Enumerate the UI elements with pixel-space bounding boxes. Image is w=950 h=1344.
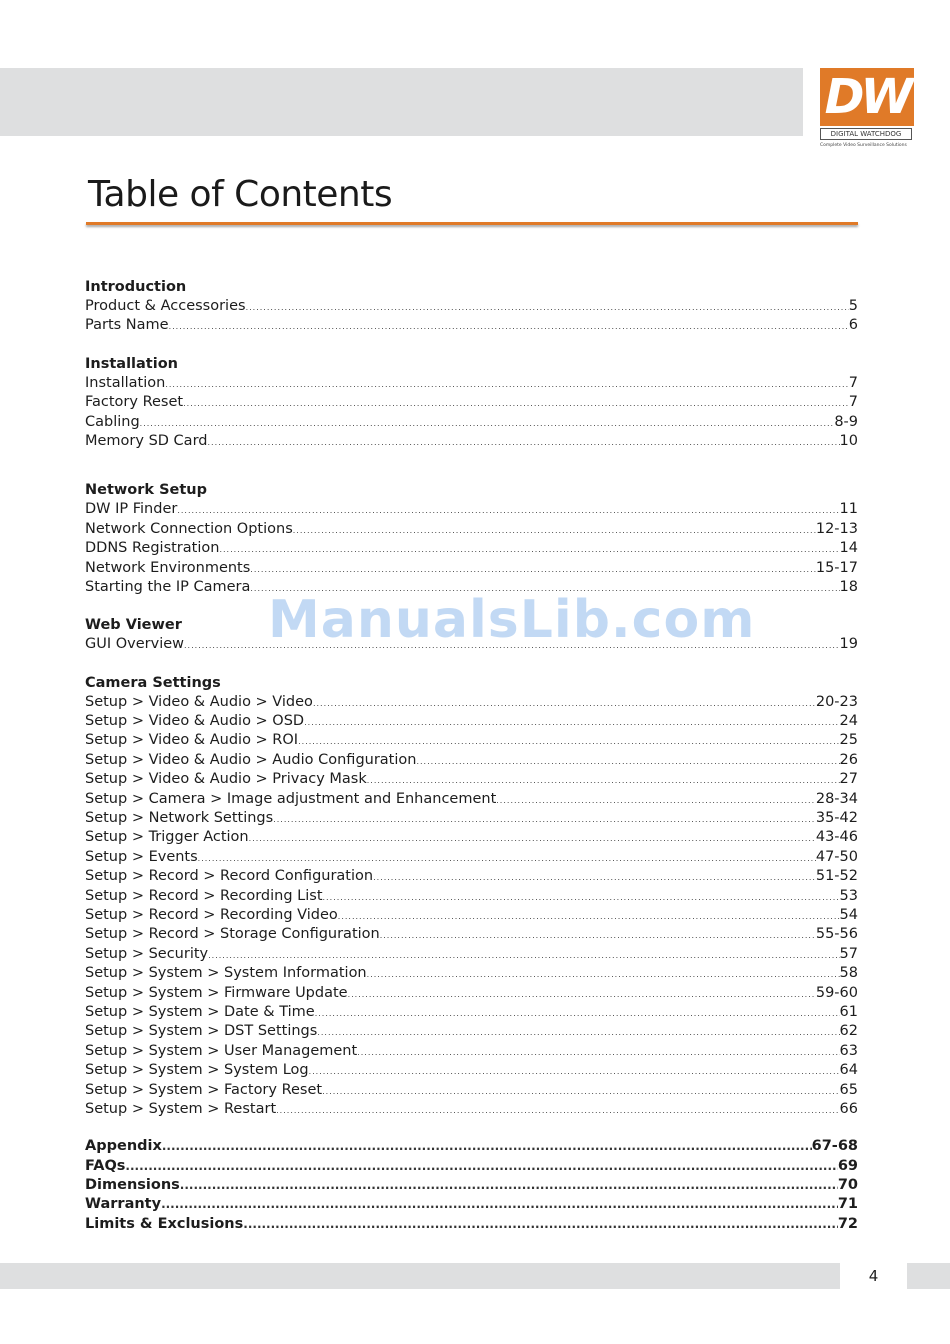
- toc-entry-page: 25: [839, 732, 858, 749]
- toc-entry[interactable]: [85, 393, 858, 412]
- toc-entry-label: GUI Overview: [85, 636, 185, 653]
- toc-section: [85, 278, 858, 336]
- dot-leader: [161, 1195, 838, 1214]
- dot-leader: [198, 849, 816, 867]
- toc-entry[interactable]: [85, 413, 858, 432]
- toc-entry-page: 51-52: [815, 868, 858, 885]
- table-of-contents: [85, 278, 858, 1234]
- page-title: Table of Contents: [88, 174, 393, 215]
- dot-leader: [338, 907, 840, 925]
- toc-entry-page: 12-13: [815, 520, 858, 537]
- toc-entry-page: 5: [848, 298, 858, 314]
- dot-leader: [208, 946, 839, 964]
- dot-leader: [496, 791, 816, 809]
- toc-entry-page: 6: [848, 317, 858, 334]
- toc-entry[interactable]: [85, 731, 858, 750]
- toc-entry-page: 66: [839, 1100, 858, 1117]
- dot-leader: [309, 1062, 840, 1080]
- toc-section: [85, 674, 858, 1120]
- toc-entry-page: 20-23: [815, 693, 858, 710]
- title-underline: [86, 222, 858, 225]
- toc-entry-label: Parts Name: [85, 317, 169, 334]
- dot-leader: [304, 713, 839, 731]
- toc-entry-page: 26: [839, 751, 858, 768]
- toc-section-heading: Camera Settings: [85, 674, 221, 691]
- toc-entry-page: 59-60: [815, 984, 858, 1001]
- toc-entry[interactable]: [85, 297, 858, 316]
- toc-entry[interactable]: [85, 945, 858, 964]
- toc-entry[interactable]: [85, 432, 858, 451]
- dot-leader: [367, 965, 840, 983]
- toc-appendix-section: [85, 1137, 858, 1234]
- toc-entry-page: 69: [837, 1157, 858, 1174]
- toc-entry-page: 58: [839, 965, 858, 982]
- toc-entry-label: Product & Accessories: [85, 298, 246, 314]
- toc-entry-label: Setup > Video & Audio > Audio Configuration: [85, 751, 417, 768]
- toc-entry-page: 35-42: [815, 810, 858, 827]
- toc-entry[interactable]: [85, 809, 858, 828]
- watermark: ManualsLib.com: [268, 590, 756, 650]
- dot-leader: [162, 1137, 812, 1156]
- toc-entry-page: 61: [839, 1003, 858, 1020]
- toc-entry-label: Setup > System > System Information: [85, 965, 367, 982]
- toc-entry[interactable]: [85, 887, 858, 906]
- logo-name: DIGITAL WATCHDOG: [820, 128, 912, 140]
- toc-entry[interactable]: [85, 539, 858, 558]
- toc-entry-page: 43-46: [815, 829, 858, 846]
- toc-entry-label: Memory SD Card: [85, 432, 208, 449]
- toc-entry-label: Setup > Record > Storage Configuration: [85, 926, 380, 943]
- toc-entry-page: 28-34: [815, 790, 858, 807]
- toc-entry-label: Limits & Exclusions: [85, 1215, 244, 1232]
- toc-section: [85, 355, 858, 452]
- dot-leader: [140, 414, 835, 432]
- toc-entry[interactable]: [85, 848, 858, 867]
- toc-entry-label: Setup > System > DST Settings: [85, 1023, 318, 1040]
- toc-entry-label: Setup > Video & Audio > Video: [85, 693, 313, 710]
- toc-section: [85, 481, 858, 597]
- toc-entry-page: 7: [848, 394, 858, 411]
- toc-entry-label: Setup > System > Date & Time: [85, 1003, 315, 1020]
- dot-leader: [219, 540, 839, 558]
- toc-entry[interactable]: [85, 1195, 858, 1214]
- dot-leader: [125, 1157, 837, 1176]
- toc-entry-label: Cabling: [85, 413, 140, 430]
- toc-entry[interactable]: [85, 867, 858, 886]
- dot-leader: [357, 1043, 839, 1061]
- toc-entry-label: Setup > System > Factory Reset: [85, 1081, 323, 1098]
- toc-entry[interactable]: [85, 1022, 858, 1041]
- toc-entry[interactable]: [85, 1176, 858, 1195]
- toc-entry[interactable]: [85, 906, 858, 925]
- logo-tagline: Complete Video Surveillance Solutions: [820, 143, 907, 148]
- toc-entry[interactable]: [85, 1042, 858, 1061]
- dot-leader: [315, 1004, 840, 1022]
- toc-entry-page: 64: [839, 1062, 858, 1079]
- dot-leader: [249, 829, 816, 847]
- dot-leader: [416, 752, 839, 770]
- header-band: [0, 68, 803, 136]
- toc-entry[interactable]: [85, 316, 858, 335]
- toc-entry-label: Dimensions: [85, 1177, 180, 1194]
- toc-entry[interactable]: [85, 520, 858, 539]
- toc-entry-label: Appendix: [85, 1138, 162, 1155]
- toc-entry-page: 55-56: [815, 926, 858, 943]
- toc-entry[interactable]: [85, 1157, 858, 1176]
- toc-entry[interactable]: [85, 1003, 858, 1022]
- dot-leader: [243, 1215, 838, 1234]
- toc-entry-label: DDNS Registration: [85, 540, 220, 557]
- toc-entry-label: Factory Reset: [85, 394, 184, 411]
- toc-entry-page: 57: [839, 945, 858, 962]
- toc-entry-page: 8-9: [834, 413, 858, 430]
- toc-entry[interactable]: [85, 964, 858, 983]
- toc-entry-page: 7: [848, 374, 858, 391]
- toc-entry-page: 19: [839, 636, 858, 653]
- toc-entry-page: 27: [839, 771, 858, 788]
- toc-entry[interactable]: [85, 1100, 858, 1119]
- dot-leader: [165, 375, 848, 393]
- toc-entry-page: 18: [839, 578, 858, 595]
- toc-entry-page: 54: [839, 906, 858, 923]
- dot-leader: [323, 888, 840, 906]
- toc-entry[interactable]: [85, 1061, 858, 1080]
- toc-entry-label: Network Environments: [85, 559, 251, 576]
- dot-leader: [177, 501, 839, 519]
- toc-entry-page: 63: [839, 1042, 858, 1059]
- toc-entry-page: 53: [839, 887, 858, 904]
- footer-band-right: [907, 1263, 950, 1289]
- toc-section-heading: Introduction: [85, 279, 187, 295]
- toc-entry[interactable]: [85, 925, 858, 944]
- toc-entry-label: Setup > System > Restart: [85, 1100, 277, 1117]
- toc-entry[interactable]: [85, 1215, 858, 1234]
- dot-leader: [183, 394, 849, 412]
- toc-entry-label: Setup > Trigger Action: [85, 829, 249, 846]
- toc-entry-page: 70: [837, 1177, 858, 1194]
- dot-leader: [317, 1023, 839, 1041]
- toc-entry[interactable]: [85, 374, 858, 393]
- toc-entry-label: DW IP Finder: [85, 501, 178, 518]
- digital-watchdog-logo: [820, 68, 916, 156]
- toc-entry-label: Setup > Record > Record Configuration: [85, 868, 374, 885]
- dot-leader: [169, 317, 849, 335]
- dot-leader: [380, 926, 816, 944]
- toc-entry[interactable]: [85, 1081, 858, 1100]
- toc-section-heading: Web Viewer: [85, 617, 182, 634]
- toc-entry-page: 67-68: [811, 1138, 858, 1155]
- toc-entry-label: Setup > Record > Recording Video: [85, 906, 338, 923]
- toc-entry-label: Setup > Security: [85, 945, 209, 962]
- dot-leader: [276, 1101, 839, 1119]
- toc-entry[interactable]: [85, 559, 858, 578]
- dot-leader: [246, 298, 849, 316]
- dot-leader: [322, 1082, 839, 1100]
- toc-entry-page: 65: [839, 1081, 858, 1098]
- toc-entry-page: 72: [837, 1215, 858, 1232]
- toc-entry-label: Network Connection Options: [85, 520, 293, 537]
- toc-entry-page: 10: [839, 432, 858, 449]
- toc-entry-label: Setup > Network Settings: [85, 810, 274, 827]
- toc-entry-label: Starting the IP Camera: [85, 578, 251, 595]
- footer-band: [0, 1263, 840, 1289]
- dot-leader: [273, 810, 816, 828]
- toc-entry[interactable]: [85, 984, 858, 1003]
- toc-entry-label: Installation: [85, 374, 166, 391]
- logo-mark: DW: [820, 68, 914, 126]
- toc-entry[interactable]: [85, 790, 858, 809]
- toc-entry-page: 47-50: [815, 848, 858, 865]
- dot-leader: [207, 433, 839, 451]
- toc-entry[interactable]: [85, 1137, 858, 1156]
- toc-section-heading: Network Setup: [85, 482, 208, 499]
- page-number: 4: [868, 1267, 879, 1285]
- toc-entry-label: Setup > Record > Recording List: [85, 887, 323, 904]
- toc-entry-label: Setup > Video & Audio > OSD: [85, 713, 305, 730]
- toc-entry[interactable]: [85, 751, 858, 770]
- dot-leader: [313, 694, 816, 712]
- toc-entry-page: 62: [839, 1023, 858, 1040]
- dot-leader: [367, 771, 840, 789]
- dot-leader: [250, 560, 816, 578]
- toc-entry-label: Setup > Events: [85, 848, 198, 865]
- toc-entry-label: FAQs: [85, 1157, 126, 1174]
- toc-entry-page: 15-17: [815, 559, 858, 576]
- dot-leader: [298, 732, 839, 750]
- dot-leader: [348, 985, 816, 1003]
- toc-entry-page: 11: [839, 501, 858, 518]
- toc-entry-page: 71: [837, 1196, 858, 1213]
- toc-entry-label: Setup > Camera > Image adjustment and Enhancement: [85, 790, 497, 807]
- toc-entry-label: Setup > System > Firmware Update: [85, 984, 348, 1001]
- dot-leader: [373, 868, 816, 886]
- dot-leader: [293, 521, 816, 539]
- toc-entry[interactable]: [85, 828, 858, 847]
- toc-entry-page: 24: [839, 713, 858, 730]
- toc-entry-label: Setup > Video & Audio > Privacy Mask: [85, 771, 367, 788]
- toc-entry-label: Warranty: [85, 1196, 162, 1213]
- toc-entry[interactable]: [85, 693, 858, 712]
- toc-entry-page: 14: [839, 540, 858, 557]
- toc-entry-label: Setup > System > User Management: [85, 1042, 358, 1059]
- toc-entry-label: Setup > Video & Audio > ROI: [85, 732, 299, 749]
- toc-entry[interactable]: [85, 770, 858, 789]
- dot-leader: [180, 1176, 838, 1195]
- toc-section-heading: Installation: [85, 355, 178, 372]
- toc-entry-label: Setup > System > System Log: [85, 1062, 309, 1079]
- toc-entry[interactable]: [85, 500, 858, 519]
- toc-entry[interactable]: [85, 712, 858, 731]
